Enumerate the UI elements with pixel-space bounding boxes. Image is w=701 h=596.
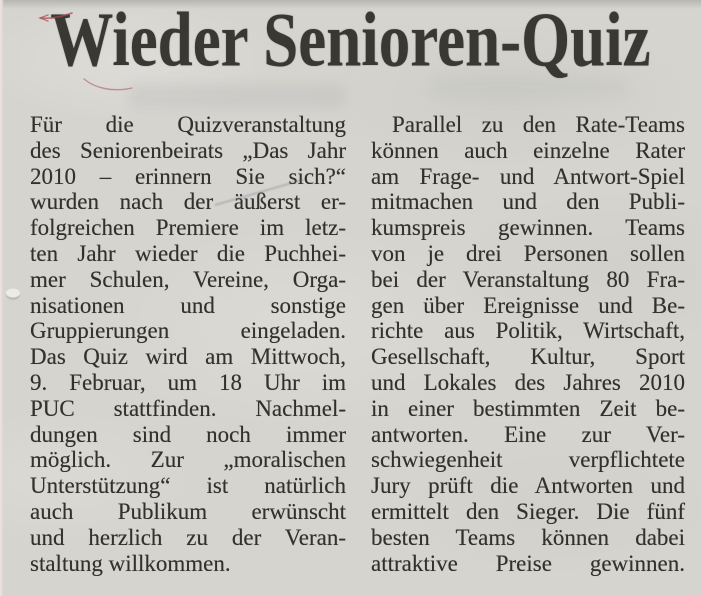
article-line: möglich. Zur „moralischen — [30, 447, 346, 473]
article-line: Unterstützung“ ist natürlich — [30, 473, 346, 499]
headline-text: Wieder Senioren-Quiz — [50, 0, 651, 83]
article-line: Jury prüft die Antworten und — [371, 473, 685, 499]
scan-edge — [0, 0, 4, 596]
article-line: und herzlich zu der Veran- — [30, 524, 346, 550]
article-line: Das Quiz wird am Mittwoch, — [30, 344, 346, 370]
article-line: und Lokales des Jahres 2010 — [371, 369, 685, 395]
article-line: Gruppierungen eingeladen. — [30, 318, 346, 344]
article-line: 2010 – erinnern Sie sich?“ — [30, 163, 346, 189]
article-line: bei der Veranstaltung 80 Fra- — [371, 266, 685, 292]
article-line: Gesellschaft, Kultur, Sport — [371, 344, 685, 370]
article-line: Parallel zu den Rate-Teams — [392, 112, 685, 137]
article-line: von je drei Personen sollen — [371, 240, 685, 266]
article-line: gen über Ereignisse und Be- — [371, 292, 685, 318]
article-line: nisationen und sonstige — [30, 292, 346, 318]
headline — [0, 0, 701, 83]
article-line: mitmachen und den Publi- — [371, 189, 685, 215]
paper-blemish — [6, 289, 20, 301]
article-line: am Frage- und Antwort-Spiel — [371, 163, 685, 189]
article-line: mer Schulen, Vereine, Orga- — [30, 266, 346, 292]
print-showthrough — [128, 84, 346, 108]
article-line: Für die Quizveranstaltung — [30, 112, 346, 137]
article-line: ermittelt den Sieger. Die fünf — [371, 498, 685, 524]
article-line: ten Jahr wieder die Puchhei- — [30, 240, 346, 266]
article-line: wurden nach der äußerst er- — [30, 189, 346, 215]
article-right-column — [371, 112, 685, 576]
article-line: 9. Februar, um 18 Uhr im — [30, 369, 346, 395]
article-line: attraktive Preise gewinnen. — [371, 550, 685, 576]
article-line: des Seniorenbeirats „Das Jahr — [30, 137, 346, 163]
article-line: PUC stattfinden. Nachmel- — [30, 395, 346, 421]
article-line: können auch einzelne Rater — [371, 137, 685, 163]
article-line: staltung willkommen. — [30, 550, 231, 576]
article-line: richte aus Politik, Wirtschaft, — [371, 318, 685, 344]
article-line: in einer bestimmten Zeit be- — [371, 395, 685, 421]
article-line: auch Publikum erwünscht — [30, 498, 346, 524]
article-line: folgreichen Premiere im letz- — [30, 215, 346, 241]
article-line: dungen sind noch immer — [30, 421, 346, 447]
article-line: antworten. Eine zur Ver- — [371, 421, 685, 447]
article-line: besten Teams können dabei — [371, 524, 685, 550]
article-line: schwiegenheit verpflichtete — [371, 447, 685, 473]
article-line: kumspreis gewinnen. Teams — [371, 215, 685, 241]
